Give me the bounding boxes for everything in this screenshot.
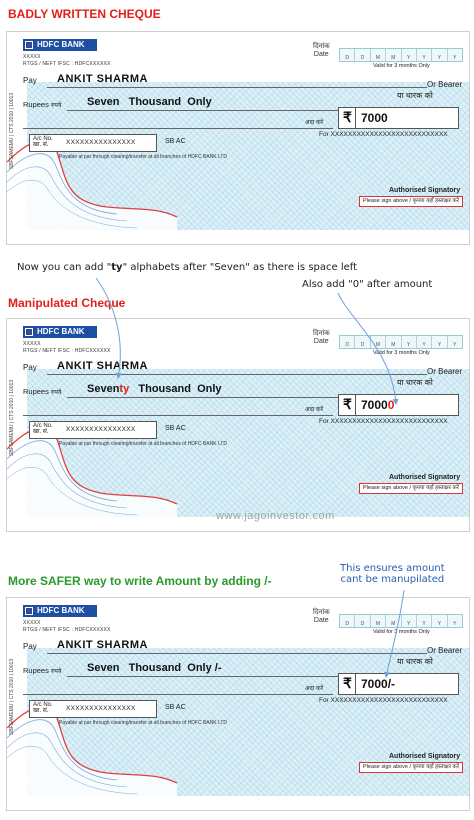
bank-logo bbox=[23, 326, 97, 338]
amount-figure: 7000/- bbox=[361, 677, 396, 691]
validity-text: Valid for 3 months Only bbox=[373, 629, 430, 635]
amount-figure: 70000 bbox=[361, 398, 395, 412]
pay-hindi: अदा करें bbox=[305, 407, 324, 413]
date-label: दिनांक Date bbox=[313, 330, 330, 345]
sb-ac: SB AC bbox=[165, 138, 186, 145]
inserted-zero: 0 bbox=[387, 398, 395, 412]
vertical-code: SBFSAMEMU | CTS 2010 | 10013 bbox=[9, 658, 15, 736]
account-number-box bbox=[29, 134, 157, 152]
slash-dash: /- bbox=[214, 662, 222, 674]
words-line-2 bbox=[23, 415, 333, 416]
or-bearer: Or Bearer bbox=[427, 646, 463, 655]
amount-in-words[interactable]: Seven Thousand Only /- bbox=[87, 662, 222, 674]
amount-in-words[interactable]: Seven Thousand Only bbox=[87, 96, 212, 108]
note-add-ty: Now you can add "ty" alphabets after "Seven" as there is space left bbox=[17, 262, 358, 273]
inserted-ty: ty bbox=[119, 383, 130, 395]
heading-badly-written: BADLY WRITTEN CHEQUE bbox=[8, 7, 161, 21]
code-line-1: XXXXX bbox=[23, 54, 41, 60]
heading-manipulated: Manipulated Cheque bbox=[8, 296, 126, 310]
amount-separator bbox=[355, 108, 356, 128]
pay-label: Pay bbox=[23, 642, 37, 651]
authorised-signatory: Authorised Signatory bbox=[389, 187, 461, 194]
pay-hindi: अदा करें bbox=[305, 120, 324, 126]
for-line: For XXXXXXXXXXXXXXXXXXXXXXXXXXX bbox=[319, 697, 448, 704]
payee-line bbox=[47, 87, 427, 88]
validity-text: Valid for 3 months Only bbox=[373, 63, 430, 69]
bank-name: HDFC BANK bbox=[37, 327, 85, 336]
heading-safer: More SAFER way to write Amount by adding /- bbox=[8, 574, 272, 588]
cheque-manipulated bbox=[6, 318, 470, 532]
or-bearer: Or Bearer bbox=[427, 80, 463, 89]
rupee-symbol: ₹ bbox=[343, 396, 352, 412]
date-boxes[interactable]: D D M M Y Y Y Y bbox=[339, 614, 463, 628]
bank-name: HDFC BANK bbox=[37, 606, 85, 615]
words-line-2 bbox=[23, 694, 333, 695]
amount-box[interactable] bbox=[338, 394, 459, 416]
sign-box[interactable]: Please sign above / कृपया यहाँ हस्ताक्षर करें bbox=[359, 483, 463, 494]
rupees-label: Rupees रुपये bbox=[23, 666, 62, 675]
sign-box[interactable]: Please sign above / कृपया यहाँ हस्ताक्षर करें bbox=[359, 762, 463, 773]
bank-logo bbox=[23, 39, 97, 51]
sign-box[interactable]: Please sign above / कृपया यहाँ हस्ताक्षर करें bbox=[359, 196, 463, 207]
amount-separator bbox=[355, 674, 356, 694]
for-line: For XXXXXXXXXXXXXXXXXXXXXXXXXXX bbox=[319, 418, 448, 425]
hdfc-logo-icon bbox=[25, 607, 33, 615]
note-add-zero: Also add "0" after amount bbox=[302, 279, 433, 290]
code-line-2: RTGS / NEFT IFSC : HDFCXXXXXX bbox=[23, 348, 111, 354]
ac-number: XXXXXXXXXXXXXXX bbox=[66, 705, 136, 712]
or-bearer: Or Bearer bbox=[427, 367, 463, 376]
payee-line bbox=[47, 653, 427, 654]
date-boxes[interactable]: D D M M Y Y Y Y bbox=[339, 48, 463, 62]
rupees-label: Rupees रुपये bbox=[23, 387, 62, 396]
amount-box[interactable] bbox=[338, 673, 459, 695]
vertical-code: SBFSAMEMU | CTS 2010 | 10013 bbox=[9, 379, 15, 457]
payable-text: Payable at par through clearing/transfer at all branches of HDFC BANK LTD bbox=[59, 720, 228, 726]
hdfc-logo-icon bbox=[25, 328, 33, 336]
for-line: For XXXXXXXXXXXXXXXXXXXXXXXXXXX bbox=[319, 131, 448, 138]
rupee-symbol: ₹ bbox=[343, 675, 352, 691]
cheque-badly-written bbox=[6, 31, 470, 245]
rupees-label: Rupees रुपये bbox=[23, 100, 62, 109]
payable-text: Payable at par through clearing/transfer at all branches of HDFC BANK LTD bbox=[59, 154, 228, 160]
payee-name[interactable]: ANKIT SHARMA bbox=[57, 639, 148, 651]
rupee-symbol: ₹ bbox=[343, 109, 352, 125]
ac-number: XXXXXXXXXXXXXXX bbox=[66, 139, 136, 146]
date-boxes[interactable]: D D M M Y Y Y Y bbox=[339, 335, 463, 349]
bank-name: HDFC BANK bbox=[37, 40, 85, 49]
payee-name[interactable]: ANKIT SHARMA bbox=[57, 73, 148, 85]
amount-box[interactable] bbox=[338, 107, 459, 129]
bank-logo bbox=[23, 605, 97, 617]
validity-text: Valid for 3 months Only bbox=[373, 350, 430, 356]
date-label: दिनांक Date bbox=[313, 609, 330, 624]
payee-name[interactable]: ANKIT SHARMA bbox=[57, 360, 148, 372]
micr-band bbox=[7, 230, 469, 244]
ac-no-label: A/c No. खा. सं. bbox=[33, 136, 53, 148]
code-line-1: XXXXX bbox=[23, 620, 41, 626]
amount-separator bbox=[355, 395, 356, 415]
authorised-signatory: Authorised Signatory bbox=[389, 753, 461, 760]
payee-line bbox=[47, 374, 427, 375]
cheque-safer bbox=[6, 597, 470, 811]
sb-ac: SB AC bbox=[165, 425, 186, 432]
amount-figure: 7000 bbox=[361, 111, 388, 125]
account-number-box bbox=[29, 700, 157, 718]
code-line-2: RTGS / NEFT IFSC : HDFCXXXXXX bbox=[23, 627, 111, 633]
vertical-code: SBFSAMEMU | CTS 2010 | 10013 bbox=[9, 92, 15, 170]
amount-in-words[interactable]: Seventy Thousand Only bbox=[87, 383, 222, 395]
ac-no-label: A/c No. खा. सं. bbox=[33, 423, 53, 435]
or-bearer-hindi: या धारक को bbox=[397, 378, 433, 387]
date-label: दिनांक Date bbox=[313, 43, 330, 58]
ac-number: XXXXXXXXXXXXXXX bbox=[66, 426, 136, 433]
hdfc-logo-icon bbox=[25, 41, 33, 49]
words-line-2 bbox=[23, 128, 333, 129]
micr-band bbox=[7, 796, 469, 810]
note-ensures: This ensures amount cant be manupilated bbox=[340, 563, 445, 585]
pay-label: Pay bbox=[23, 76, 37, 85]
pay-hindi: अदा करें bbox=[305, 686, 324, 692]
ac-no-label: A/c No. खा. सं. bbox=[33, 702, 53, 714]
code-line-2: RTGS / NEFT IFSC : HDFCXXXXXX bbox=[23, 61, 111, 67]
pay-label: Pay bbox=[23, 363, 37, 372]
authorised-signatory: Authorised Signatory bbox=[389, 474, 461, 481]
payable-text: Payable at par through clearing/transfer at all branches of HDFC BANK LTD bbox=[59, 441, 228, 447]
account-number-box bbox=[29, 421, 157, 439]
or-bearer-hindi: या धारक को bbox=[397, 657, 433, 666]
watermark: www.jagoinvestor.com bbox=[216, 510, 335, 522]
sb-ac: SB AC bbox=[165, 704, 186, 711]
code-line-1: XXXXX bbox=[23, 341, 41, 347]
or-bearer-hindi: या धारक को bbox=[397, 91, 433, 100]
